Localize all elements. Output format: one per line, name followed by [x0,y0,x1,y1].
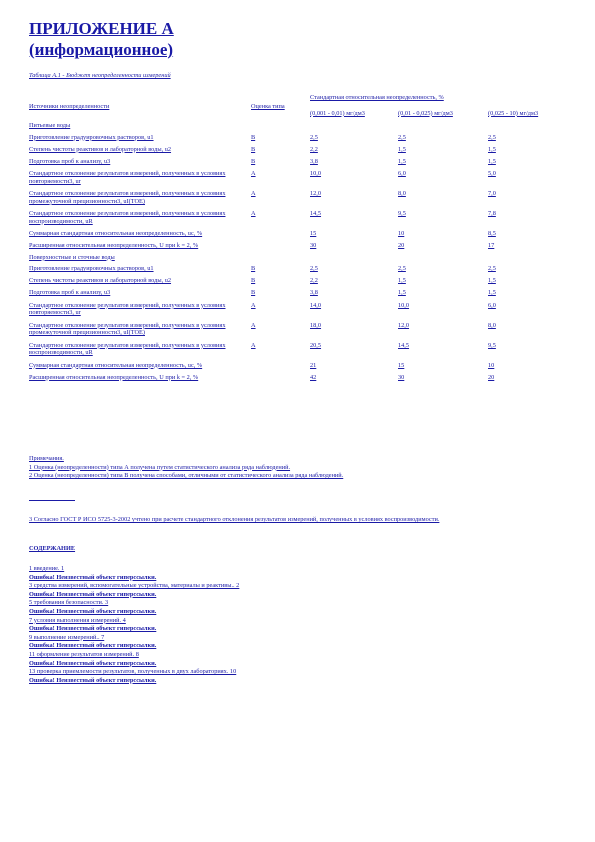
value-range-3-cell: 1,5 [488,157,496,165]
toc-error-link[interactable]: Ошибка! Неизвестный объект гиперссылки. [29,573,157,581]
table-row [29,372,551,384]
value-range-1-cell: 2,2 [310,277,318,285]
value-range-2-cell: 1,5 [398,277,406,285]
uncertainty-budget-table [29,94,551,384]
toc-error-link[interactable]: Ошибка! Неизвестный объект гиперссылки. [29,659,157,667]
value-range-1-cell: 2,5 [310,133,318,141]
value-range-2-cell: 6,0 [398,170,406,178]
table-row [29,275,551,287]
value-range-3-cell: 7,8 [488,210,496,218]
type-cell: А [251,341,256,349]
value-range-1-cell: 2,2 [310,145,318,153]
value-range-2-cell: 10,0 [398,301,410,309]
value-range-2-cell: 9,5 [398,210,406,218]
value-range-1-cell: 42 [310,373,317,381]
value-range-1-cell: 18,0 [310,321,322,329]
toc-link[interactable]: 3 средства измерений, вспомогательные устройства, материалы и реактивы.. 2 [29,582,240,590]
type-cell [251,240,310,252]
toc-link[interactable]: 1 введение. 1 [29,565,65,572]
source-cell: Стандартное отклонение результатов измерений, полученных в условиях промежуточной прецизионности3, uI(TOE) [29,321,226,337]
toc-error-link[interactable]: Ошибка! Неизвестный объект гиперссылки. [29,642,157,650]
source-cell: Приготовление градуировочных растворов, u1 [29,265,154,273]
value-range-2-cell: 1,5 [398,289,406,297]
table-row [29,287,551,299]
value-range-1-cell: 20,5 [310,341,322,349]
value-range-3-cell: 1,5 [488,145,496,153]
type-cell [251,228,310,240]
type-cell: А [251,190,256,198]
source-cell: Стандартное отклонение результатов измерений, полученных в условиях повторяемости3, ur [29,170,226,185]
appendix-title-line2: (информационное) [29,40,174,59]
type-cell [251,359,310,371]
toc-link[interactable]: 13 проверка приемлемости результатов, полученных в двух лабораториях. 10 [29,668,237,676]
appendix-title-line1: ПРИЛОЖЕНИЕ А [29,19,174,38]
table-row [29,359,551,371]
table-row [29,240,551,252]
value-range-3-cell: 17 [488,242,495,250]
header-evaluation-type: Оценка типа [251,103,285,111]
header-range-2: (0,01 - 0,025) мг/дм3 [398,109,453,117]
value-range-3-cell: 2,5 [488,133,496,141]
appendix-title [29,18,174,60]
note-2: 2 Оценка (неопределенности) типа В получена способами, отличными от статистического анализа ряда наблюдений. [29,472,344,479]
value-range-1-cell: 2,5 [310,265,318,273]
toc-link[interactable]: 9 выполнение измерений.. 7 [29,633,105,641]
value-range-1-cell: 14,0 [310,301,322,309]
group-label: Питьевые воды [29,122,71,130]
value-range-3-cell: 10 [488,361,495,369]
table-of-contents [29,565,239,685]
value-range-2-cell: 2,5 [398,265,406,273]
type-cell: В [251,265,256,273]
value-range-2-cell: 1,5 [398,157,406,165]
type-cell: А [251,321,256,329]
header-range-3: (0,025 - 10) мг/дм3 [488,109,539,117]
type-cell: В [251,145,256,153]
toc-link[interactable]: 5 требования безопасности. 3 [29,599,109,607]
source-cell: Суммарная стандартная относительная неопределенность, uc, % [29,230,203,237]
table-row [29,319,551,339]
source-cell: Стандартное отклонение результатов измерений, полученных в условиях воспроизводимости, uR [29,341,226,357]
toc-error-link[interactable]: Ошибка! Неизвестный объект гиперссылки. [29,590,157,598]
header-range-1: (0,001 - 0,01) мг/дм3 [310,109,365,117]
value-range-3-cell: 2,5 [488,265,496,273]
value-range-2-cell: 20 [398,242,405,250]
toc-link[interactable]: 7 условия выполнения измерений. 4 [29,616,126,624]
type-cell: А [251,210,256,218]
footnote-separator [29,500,75,501]
table-row [29,156,551,168]
source-cell: Расширенная относительная неопределенность, U при k = 2, % [29,373,199,381]
source-cell: Степень чистоты реактивов и лабораторной воды, u2 [29,145,172,153]
value-range-2-cell: 10 [398,230,405,237]
value-range-1-cell: 12,0 [310,190,322,198]
value-range-3-cell: 5,0 [488,170,496,178]
toc-error-link[interactable]: Ошибка! Неизвестный объект гиперссылки. [29,625,157,633]
source-cell: Стандартное отклонение результатов измерений, полученных в условиях повторяемости3, ur [29,301,226,317]
value-range-3-cell: 8,0 [488,321,496,329]
table-row [29,228,551,240]
value-range-3-cell: 20 [488,373,495,381]
type-cell [251,372,310,384]
type-cell: В [251,277,256,285]
source-cell: Стандартное отклонение результатов измерений, полученных в условиях промежуточной прецизионности3, uI(TOE) [29,190,226,205]
header-relative-uncertainty: Стандартная относительная неопределенность, % [310,94,444,101]
notes-heading: Примечания. [29,455,64,462]
value-range-3-cell: 6,0 [488,301,496,309]
value-range-3-cell: 9,5 [488,341,496,349]
value-range-3-cell: 7,0 [488,190,496,198]
header-source: Источники неопределенности [29,103,110,111]
type-cell: А [251,301,256,309]
table-row [29,263,551,275]
toc-link[interactable]: 11 оформление результатов измерений. 8 [29,650,139,658]
footnote-3: 3 Согласно ГОСТ Р ИСО 5725-3-2002 учтено при расчете стандартного отклонения результатов измерений, полученных в условиях воспроизводимости. [29,516,440,523]
table-row [29,208,551,228]
value-range-1-cell: 10,0 [310,170,322,178]
value-range-1-cell: 14,5 [310,210,322,218]
table-row [29,299,551,319]
value-range-2-cell: 12,0 [398,321,410,329]
value-range-1-cell: 30 [310,242,317,250]
table-notes [29,455,343,481]
source-cell: Расширенная относительная неопределенность, U при k = 2, % [29,242,199,250]
toc-error-link[interactable]: Ошибка! Неизвестный объект гиперссылки. [29,607,157,615]
type-cell: А [251,170,256,178]
note-1: 1 Оценка (неопределенности) типа А получена путем статистического анализа ряда наблюдений. [29,463,291,471]
table-group-row [29,121,551,132]
value-range-2-cell: 8,0 [398,190,406,198]
source-cell: Подготовка проб к анализу, u3 [29,289,111,297]
table-row [29,144,551,156]
table-group-row [29,252,551,263]
value-range-1-cell: 3,8 [310,157,318,165]
type-cell: В [251,157,256,165]
source-cell: Подготовка проб к анализу, u3 [29,157,111,165]
group-label: Поверхностные и сточные воды [29,253,115,261]
value-range-2-cell: 1,5 [398,145,406,153]
value-range-2-cell: 2,5 [398,133,406,141]
table-row [29,339,551,359]
value-range-3-cell: 1,5 [488,277,496,285]
table-row [29,168,551,188]
table-row [29,131,551,143]
table-row [29,188,551,208]
type-cell: В [251,289,256,297]
value-range-2-cell: 14,5 [398,341,410,349]
value-range-2-cell: 15 [398,361,405,369]
table-caption: Таблица А.1 - Бюджет неопределенности измерений [29,72,171,79]
value-range-1-cell: 15 [310,230,317,237]
value-range-1-cell: 21 [310,361,317,369]
value-range-3-cell: 8,5 [488,230,496,237]
value-range-3-cell: 1,5 [488,289,496,297]
source-cell: Приготовление градуировочных растворов, u1 [29,133,154,141]
toc-heading: СОДЕРЖАНИЕ [29,545,76,552]
value-range-2-cell: 30 [398,373,405,381]
toc-error-link[interactable]: Ошибка! Неизвестный объект гиперссылки. [29,676,157,684]
source-cell: Стандартное отклонение результатов измерений, полученных в условиях воспроизводимости, uR [29,210,226,225]
source-cell: Степень чистоты реактивов и лабораторной воды, u2 [29,277,172,285]
source-cell: Суммарная стандартная относительная неопределенность, uc, % [29,361,203,369]
value-range-1-cell: 3,8 [310,289,318,297]
type-cell: В [251,133,256,141]
